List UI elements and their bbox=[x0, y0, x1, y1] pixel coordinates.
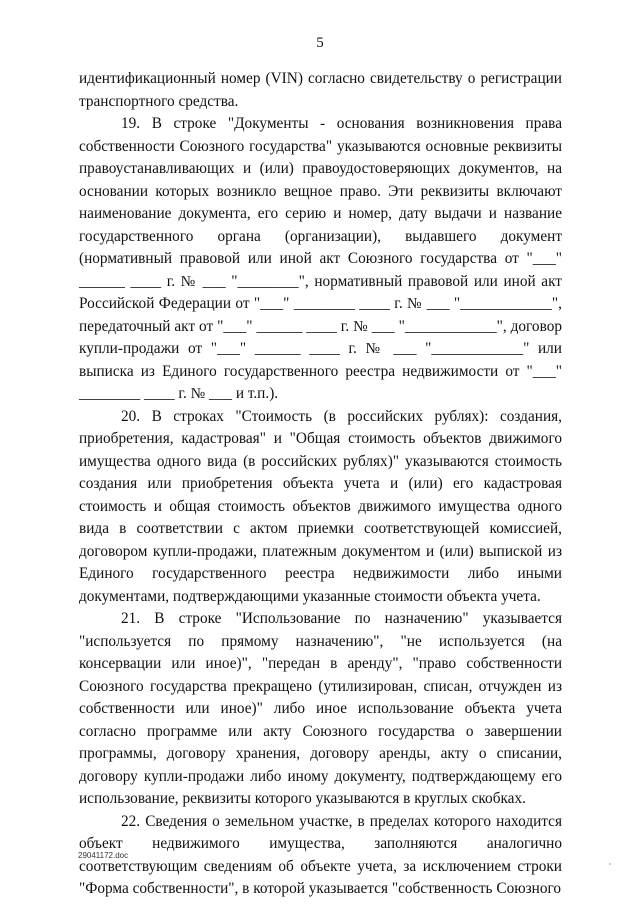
footer-file-name: 29041172.doc bbox=[78, 851, 129, 860]
paragraph-21: 21. В строке "Использование по назначению" указывается "используется по прямому назначению", "не используется (на консервации или иное)", "передан в аренду", "право собственности Союзного государства прекращено (утилизирован, списан, отчужден из собственности или иное)" либо иное использование объекта учета согласно программе или акту Союзного государства о завершении программы, договору хранения, договору аренды, акту о списании, договору купли-продажи либо иному документу, подтверждающему его использование, реквизиты которого указываются в круглых скобках. bbox=[79, 610, 562, 807]
paragraph-22: 22. Сведения о земельном участке, в пределах которого находится объект недвижимого имущества, заполняются аналогично соответствующим сведениям об объекте учета, за исключением строки "Форма собственности", в которой указывается "собственность Союзного bbox=[79, 812, 562, 897]
document-body bbox=[79, 68, 562, 901]
scan-mark bbox=[609, 863, 611, 865]
paragraph-20: 20. В строках "Стоимость (в российских рублях): создания, приобретения, кадастровая" и "Общая стоимость объектов движимого имущества одного вида (в российских рублях)" указываются стоимость создания или приобретения объекта учета и (или) его кадастровая стоимость и общая стоимость объектов движимого имущества одного вида в соответствии с актом приемки соответствующей комиссией, договором купли-продажи, платежным документом и (или) выпиской из Единого государственного реестра недвижимости либо иными документами, подтверждающими указанные стоимости объекта учета. bbox=[79, 407, 562, 605]
page-number: 5 bbox=[316, 35, 324, 51]
paragraph-19: 19. В строке "Документы - основания возникновения права собственности Союзного государства" указываются основные реквизиты правоустанавливающих и (или) правоудостоверяющих документов, на основании которых возникло вещное право. Эти реквизиты включают наименование документа, его серию и номер, дату выдачи и название государственного органа (организации), выдавшего документ (нормативный правовой или иной акт Союзного государства от "___" ______ ____ г. № ___ "________", нормативный правовой или иной акт Российской Федерации от "___" ________ ____ г. № ___ "____________", передаточный акт от "___" ______ ____ г. № ___ "____________", договор купли-продажи от "___" ______ ____ г. № ___ "____________" или выписка из Единого государственного реестра недвижимости от "___" ________ ____ г. № ___ и т.п.). bbox=[79, 115, 562, 402]
paragraph-continuation: идентификационный номер (VIN) согласно свидетельству о регистрации транспортного средства. bbox=[79, 70, 562, 110]
